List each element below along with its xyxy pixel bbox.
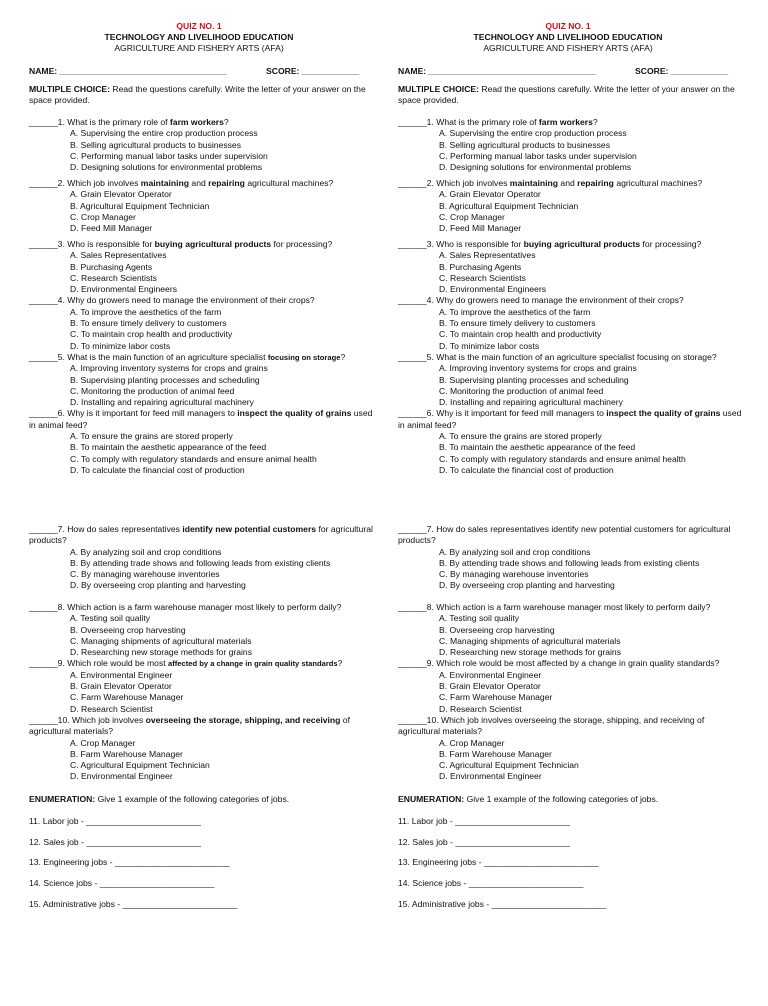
option: B. By attending trade shows and following leads from existing clients bbox=[439, 557, 700, 568]
option: B. Overseeing crop harvesting bbox=[439, 624, 555, 635]
option: B. To maintain the aesthetic appearance of the feed bbox=[439, 442, 636, 453]
option: C. Crop Manager bbox=[439, 211, 505, 222]
question: ______8. Which action is a farm warehouse manager most likely to perform daily? bbox=[398, 602, 711, 612]
question: ______9. Which role would be most affected by a change in grain quality standards? bbox=[29, 658, 343, 669]
option: A. Improving inventory systems for crops and grains bbox=[439, 363, 637, 374]
option: D. Installing and repairing agricultural machinery bbox=[70, 397, 254, 408]
question: ______5. What is the main function of an agriculture specialist focusing on storage? bbox=[29, 351, 346, 362]
enumeration-item[interactable]: 13. Engineering jobs - ________________________ bbox=[29, 857, 230, 867]
option: B. Selling agricultural products to businesses bbox=[439, 139, 611, 150]
question: ______6. Why is it important for feed mill managers to inspect the quality of grains used in animal feed? bbox=[29, 408, 373, 430]
option: D. Designing solutions for environmental problems bbox=[439, 162, 632, 173]
enumeration-item[interactable]: 13. Engineering jobs - ________________________ bbox=[398, 857, 599, 867]
option: D. By overseeing crop planting and harvesting bbox=[439, 580, 615, 591]
enumeration-instructions: ENUMERATION: Give 1 example of the following categories of jobs. bbox=[398, 794, 659, 804]
option: C. Research Scientists bbox=[439, 272, 526, 283]
question: ______4. Why do growers need to manage the environment of their crops? bbox=[29, 295, 315, 306]
question-block bbox=[29, 117, 374, 173]
name-score-row bbox=[29, 66, 369, 76]
question: ______4. Why do growers need to manage the environment of their crops? bbox=[398, 295, 684, 306]
option: C. To maintain crop health and productivity bbox=[70, 329, 233, 340]
option: C. By managing warehouse inventories bbox=[70, 569, 220, 580]
option: C. Monitoring the production of animal feed bbox=[439, 385, 604, 396]
instructions-text: Read the questions carefully. Write the letter of your answer on the space provided. bbox=[398, 84, 735, 106]
question: ______2. Which job involves maintaining and repairing agricultural machines? bbox=[398, 178, 703, 188]
option: A. By analyzing soil and crop conditions bbox=[70, 546, 222, 557]
option: D. To calculate the financial cost of production bbox=[70, 464, 245, 475]
enumeration-item[interactable]: 15. Administrative jobs - ________________________ bbox=[29, 899, 238, 909]
option: A. By analyzing soil and crop conditions bbox=[439, 546, 591, 557]
option: B. Agricultural Equipment Technician bbox=[70, 200, 210, 211]
option: B. To maintain the aesthetic appearance of the feed bbox=[70, 442, 267, 453]
question-block bbox=[398, 524, 743, 592]
option: B. Grain Elevator Operator bbox=[70, 681, 172, 692]
option: D. Feed Mill Manager bbox=[439, 223, 522, 234]
option: A. To ensure the grains are stored properly bbox=[70, 431, 233, 442]
enumeration-item[interactable]: 14. Science jobs - ________________________ bbox=[29, 878, 215, 888]
option: D. Researching new storage methods for grains bbox=[439, 647, 621, 658]
option: C. By managing warehouse inventories bbox=[439, 569, 589, 580]
option: A. Improving inventory systems for crops and grains bbox=[70, 363, 268, 374]
option: A. To improve the aesthetics of the farm bbox=[439, 306, 591, 317]
option: A. Environmental Engineer bbox=[439, 669, 542, 680]
question: ______8. Which action is a farm warehouse manager most likely to perform daily? bbox=[29, 602, 342, 612]
quiz-number: QUIZ NO. 1 bbox=[545, 21, 591, 31]
enumeration-label: ENUMERATION: bbox=[29, 794, 96, 804]
instructions-label: MULTIPLE CHOICE: bbox=[29, 84, 110, 94]
option: D. To minimize labor costs bbox=[70, 340, 171, 351]
enumeration-item[interactable]: 15. Administrative jobs - ________________________ bbox=[398, 899, 607, 909]
option: A. Crop Manager bbox=[439, 737, 505, 748]
option: A. Crop Manager bbox=[70, 737, 136, 748]
option: C. To comply with regulatory standards and ensure animal health bbox=[70, 453, 317, 464]
option: D. To minimize labor costs bbox=[439, 340, 540, 351]
option: D. To calculate the financial cost of production bbox=[439, 464, 614, 475]
question: ______3. Who is responsible for buying agricultural products for processing? bbox=[398, 239, 702, 249]
subject-subtitle: AGRICULTURE AND FISHERY ARTS (AFA) bbox=[483, 43, 653, 53]
question-block bbox=[398, 239, 743, 476]
option: C. Performing manual labor tasks under supervision bbox=[439, 150, 637, 161]
question: ______1. What is the primary role of farm workers? bbox=[398, 117, 598, 127]
option: A. Supervising the entire crop production process bbox=[439, 128, 627, 139]
option: B. Supervising planting processes and scheduling bbox=[70, 374, 260, 385]
option: A. Environmental Engineer bbox=[70, 669, 173, 680]
option: A. To ensure the grains are stored properly bbox=[439, 431, 602, 442]
option: D. By overseeing crop planting and harvesting bbox=[70, 580, 246, 591]
subject-title: TECHNOLOGY AND LIVELIHOOD EDUCATION bbox=[473, 32, 663, 42]
enumeration-label: ENUMERATION: bbox=[398, 794, 465, 804]
question: ______3. Who is responsible for buying agricultural products for processing? bbox=[29, 239, 333, 249]
option: B. Overseeing crop harvesting bbox=[70, 624, 186, 635]
question-block bbox=[29, 602, 374, 783]
option: B. Farm Warehouse Manager bbox=[439, 748, 552, 759]
option: B. Supervising planting processes and scheduling bbox=[439, 374, 629, 385]
enumeration-instructions: ENUMERATION: Give 1 example of the following categories of jobs. bbox=[29, 794, 290, 804]
instructions-text: Read the questions carefully. Write the letter of your answer on the space provided. bbox=[29, 84, 366, 106]
option: A. Grain Elevator Operator bbox=[439, 189, 541, 200]
question: ______9. Which role would be most affected by a change in grain quality standards? bbox=[398, 658, 720, 669]
option: C. Farm Warehouse Manager bbox=[70, 692, 184, 703]
question: ______5. What is the main function of an agriculture specialist focusing on storage? bbox=[398, 351, 717, 362]
question-block bbox=[29, 239, 374, 476]
option: B. Farm Warehouse Manager bbox=[70, 748, 183, 759]
score-field[interactable]: SCORE: ____________ bbox=[266, 66, 360, 76]
question: ______1. What is the primary role of farm workers? bbox=[29, 117, 229, 127]
option: C. To comply with regulatory standards and ensure animal health bbox=[439, 453, 686, 464]
question: ______7. How do sales representatives identify new potential customers for agricultural products? bbox=[29, 524, 373, 546]
option: B. Purchasing Agents bbox=[439, 261, 522, 272]
option: D. Designing solutions for environmental problems bbox=[70, 162, 263, 173]
option: A. Sales Representatives bbox=[439, 250, 536, 261]
option: D. Environmental Engineer bbox=[70, 771, 173, 782]
enumeration-item[interactable]: 11. Labor job - ________________________ bbox=[29, 816, 201, 826]
question-block bbox=[29, 178, 374, 234]
option: A. Sales Representatives bbox=[70, 250, 167, 261]
name-field[interactable]: NAME: ___________________________________ bbox=[29, 66, 227, 76]
option: C. Managing shipments of agricultural materials bbox=[70, 635, 252, 646]
option: B. To ensure timely delivery to customers bbox=[439, 318, 596, 329]
option: D. Environmental Engineer bbox=[439, 771, 542, 782]
option: B. By attending trade shows and following leads from existing clients bbox=[70, 557, 331, 568]
option: D. Feed Mill Manager bbox=[70, 223, 153, 234]
option: C. Crop Manager bbox=[70, 211, 136, 222]
question: ______10. Which job involves overseeing the storage, shipping, and receiving of agricultural materials? bbox=[398, 714, 705, 737]
option: B. Grain Elevator Operator bbox=[439, 681, 541, 692]
option: C. Farm Warehouse Manager bbox=[439, 692, 553, 703]
question: ______6. Why is it important for feed mill managers to inspect the quality of grains used in animal feed? bbox=[398, 408, 742, 430]
question: ______10. Which job involves overseeing the storage, shipping, and receiving of agricultural materials? bbox=[29, 714, 350, 737]
option: A. Supervising the entire crop production process bbox=[70, 128, 258, 139]
name-field[interactable]: NAME: ___________________________________ bbox=[398, 66, 596, 76]
option: B. Selling agricultural products to businesses bbox=[70, 139, 242, 150]
option: D. Environmental Engineers bbox=[70, 284, 177, 295]
question-block bbox=[398, 117, 743, 173]
option: C. To maintain crop health and productivity bbox=[439, 329, 602, 340]
option: D. Researching new storage methods for grains bbox=[70, 647, 252, 658]
option: C. Agricultural Equipment Technician bbox=[439, 760, 579, 771]
score-field[interactable]: SCORE: ____________ bbox=[635, 66, 729, 76]
option: A. Testing soil quality bbox=[439, 613, 520, 624]
option: D. Installing and repairing agricultural machinery bbox=[439, 397, 623, 408]
option: D. Environmental Engineers bbox=[439, 284, 546, 295]
question: ______7. How do sales representatives identify new potential customers for agricultural products? bbox=[398, 524, 731, 546]
name-score-row bbox=[398, 66, 738, 76]
instructions bbox=[398, 84, 738, 106]
subject-title: TECHNOLOGY AND LIVELIHOOD EDUCATION bbox=[104, 32, 294, 42]
option: C. Performing manual labor tasks under supervision bbox=[70, 150, 268, 161]
option: D. Research Scientist bbox=[439, 703, 522, 714]
enumeration-item[interactable]: 14. Science jobs - ________________________ bbox=[398, 878, 584, 888]
enumeration-item[interactable]: 11. Labor job - ________________________ bbox=[398, 816, 570, 826]
option: B. To ensure timely delivery to customers bbox=[70, 318, 227, 329]
option: C. Agricultural Equipment Technician bbox=[70, 760, 210, 771]
option: A. To improve the aesthetics of the farm bbox=[70, 306, 222, 317]
enumeration-item[interactable]: 12. Sales job - ________________________ bbox=[29, 837, 202, 847]
subject-subtitle: AGRICULTURE AND FISHERY ARTS (AFA) bbox=[114, 43, 284, 53]
option: C. Monitoring the production of animal feed bbox=[70, 385, 235, 396]
question-block bbox=[29, 524, 374, 592]
instructions-label: MULTIPLE CHOICE: bbox=[398, 84, 479, 94]
option: A. Testing soil quality bbox=[70, 613, 151, 624]
option: A. Grain Elevator Operator bbox=[70, 189, 172, 200]
question: ______2. Which job involves maintaining and repairing agricultural machines? bbox=[29, 178, 334, 188]
enumeration-item[interactable]: 12. Sales job - ________________________ bbox=[398, 837, 571, 847]
option: C. Managing shipments of agricultural materials bbox=[439, 635, 621, 646]
question-block bbox=[398, 178, 743, 234]
instructions bbox=[29, 84, 369, 106]
option: D. Research Scientist bbox=[70, 703, 153, 714]
quiz-number: QUIZ NO. 1 bbox=[176, 21, 222, 31]
question-block bbox=[398, 602, 743, 783]
option: B. Purchasing Agents bbox=[70, 261, 153, 272]
option: C. Research Scientists bbox=[70, 272, 157, 283]
option: B. Agricultural Equipment Technician bbox=[439, 200, 579, 211]
